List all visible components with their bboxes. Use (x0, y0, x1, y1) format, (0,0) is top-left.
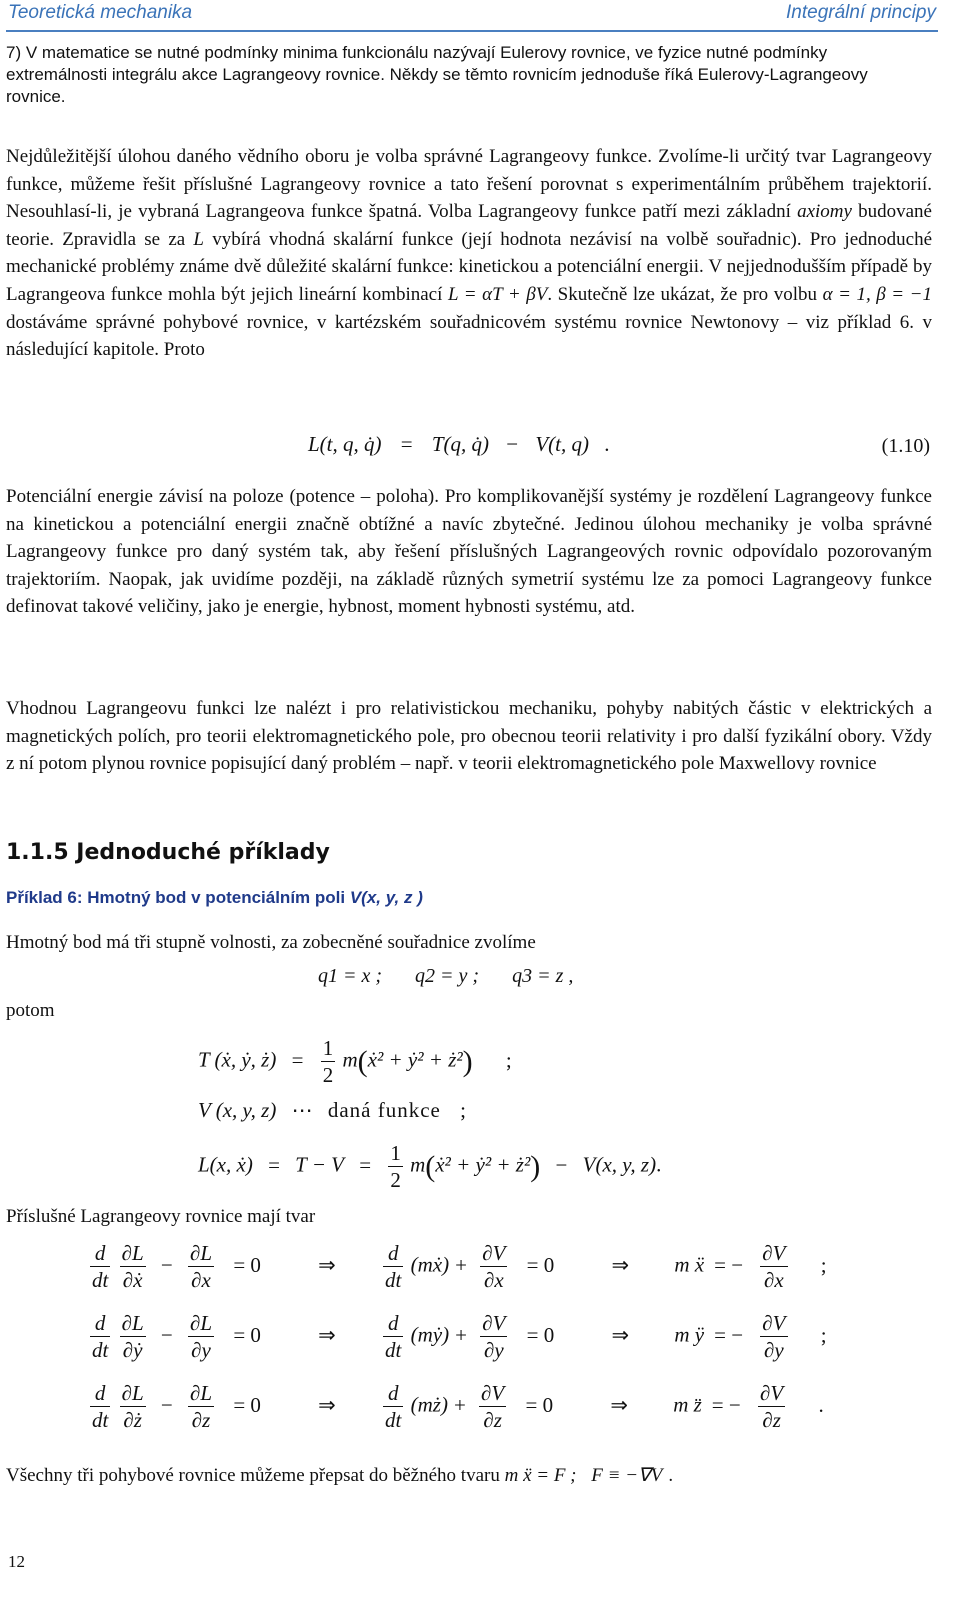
header-rule (6, 30, 938, 32)
equation-1-10 (308, 432, 610, 457)
lagrange-eq-y: $\frac{d}{dt}$ $\frac{\partial L}{\text{∂ẏ}}$ − $\frac{\partial L}{\partial y}$ = 0 ⇒ $\frac{d}{dt}$ (mẏ) + $\frac{\partial V}{\partial y}$ = 0 ⇒ m ÿ = − $\frac{\partial V}{\partial y}$ ; (92, 1311, 827, 1363)
eqT-terms: ẋ² + ẏ² + ż² (367, 1047, 463, 1072)
final-text: Všechny tři pohybové rovnice můžeme přepsat do běžného tvaru (6, 1465, 505, 1486)
eqL-m: m (410, 1152, 426, 1177)
coord-1: q1 = x ; (318, 965, 383, 987)
eq110-eq: = (400, 432, 413, 456)
final-eq2: F ≡ −∇V (591, 1465, 663, 1486)
final-eq1: m ẍ = F ; (504, 1465, 577, 1486)
para1-e: dostáváme správné pohybové rovnice, v kartézském souřadnicovém systému rovnice Newtonovy – viz příklad 6. v následující kapitole. Proto (6, 311, 932, 361)
eqT-m: m (342, 1047, 358, 1072)
paragraph-lagrangian-choice (6, 143, 932, 364)
eq110-minus: − (506, 432, 519, 456)
example-prefix: Příklad 6: Hmotný bod v potenciálním poli (6, 888, 350, 907)
eqV-dots: ⋯ (291, 1098, 313, 1122)
lagrange-eq-x: $\frac{d}{dt}$ $\frac{\partial L}{\text{∂ẋ}}$ − $\frac{\partial L}{\partial x}$ = 0 ⇒ $\frac{d}{dt}$ (mẋ) + $\frac{\partial V}{\partial x}$ = 0 ⇒ m ẍ = − $\frac{\partial V}{\partial x}$ ; (92, 1241, 827, 1293)
final-line (6, 1462, 932, 1490)
equation-V: V (x, y, z) ⋯ daná funkce ; (198, 1098, 466, 1122)
potom-text: potom (6, 1000, 55, 1021)
para1-axiomy: axiomy (797, 201, 852, 223)
paragraph-applications: Vhodnou Lagrangeovu funkci lze nalézt i pro relativistickou mechaniku, pohyby nabitých částic v elektrických a magnetických polích, pro teorii elektromagnetického pole, pro obecnou teorii relativity i pro další fyzikální obory. Vždy z ní potom plynou rovnice popisující daný problém – např. v teorii elektromagnetického pole Maxwellovy rovnice (6, 698, 932, 775)
eqT-half: $\frac{1}{2}$ (322, 1036, 334, 1088)
section-heading: 1.1.5 Jednoduché příklady (6, 840, 330, 865)
page-header-right: Integrální principy (786, 2, 936, 23)
para1-d: . Skutečně lze ukázat, že pro volbu (547, 283, 823, 305)
page-header-left: Teoretická mechanika (8, 2, 193, 23)
coord-3: q3 = z , (512, 965, 574, 987)
footnote-7: 7) V matematice se nutné podmínky minima funkcionálu nazývají Eulerovy rovnice, ve fyzice nutné podmínky extremálnosti integrálu akce Lagrangeovy rovnice. Někdy se těmto rovnicím jednoduše říká Eulerovy-Lagrangeovy rovnice. (6, 43, 868, 106)
eq110-lhs: L(t, q, q̇) (308, 432, 382, 456)
intro-text: Hmotný bod má tři stupně volnosti, za zobecněné souřadnice zvolíme (6, 932, 536, 953)
eqL-pot: V(x, y, z) (582, 1152, 657, 1177)
lagrange-intro: Příslušné Lagrangeovy rovnice mají tvar (6, 1206, 316, 1227)
eqL-terms: ẋ² + ẏ² + ż² (435, 1152, 531, 1177)
eqL-lhs: L(x, ẋ) (198, 1152, 253, 1177)
para1-b: budované teorie. Zpravidla se za (6, 201, 932, 250)
eqT-lhs: T (ẋ, ẏ, ż) (198, 1047, 277, 1072)
example-func: V(x, y, z ) (349, 888, 423, 907)
lagrange-eq-z: $\frac{d}{dt}$ $\frac{\partial L}{\partial ż}$ − $\frac{\partial L}{\partial z}$ = 0 ⇒ $\frac{d}{dt}$ (mż) + $\frac{\partial V}{\partial z}$ = 0 ⇒ m z̈ = − $\frac{\partial V}{\partial z}$ . (92, 1381, 824, 1433)
eqV-lhs: V (x, y, z) (198, 1098, 277, 1122)
page-number: 12 (8, 1552, 25, 1571)
eq110-t: T(q, q̇) (431, 432, 490, 456)
eqL-half: $\frac{1}{2}$ (390, 1141, 401, 1193)
eq110-v: V(t, q) (535, 432, 590, 456)
eq110-end: . (604, 432, 610, 456)
coord-2: q2 = y ; (415, 965, 480, 987)
final-end: . (668, 1465, 674, 1486)
equation-L: L(x, ẋ) = T − V = $\frac{1}{2}$ m(ẋ² + ẏ² + ż²) − V(x, y, z). (198, 1141, 662, 1193)
para1-c: vybírá vhodná skalární funkce (její hodnota nezávisí na volbě souřadnic). Pro jednoduché mechanické problémy známe dvě důležité skalární funkce: kinetickou a potenciální energii. V nejjednodušším případě by Lagrangeova funkce mohla být jejich lineární kombinací (6, 228, 932, 305)
equation-T: T (ẋ, ẏ, ż) = $\frac{1}{2}$ m(ẋ² + ẏ² + ż²) ; (198, 1036, 512, 1088)
example-heading (6, 888, 423, 908)
eqL-tv: T − V (295, 1152, 344, 1177)
para1-combo: L = αT + βV (447, 283, 548, 305)
para1-a: Nejdůležitější úlohou daného vědního oboru je volba správné Lagrangeovy funkce. Zvolíme-li určitý tvar Lagrangeovy funkce, můžeme řešit příslušné Lagrangeovy rovnice a tato řešení porovnat s experimentálním průběhem trajektorií. Nesouhlasí-li, je vybraná Lagrangeova funkce špatná. Volba Lagrangeovy funkce patří mezi základní (6, 146, 932, 223)
eqV-text: daná funkce (327, 1098, 441, 1122)
para1-choice: α = 1, β = −1 (822, 283, 932, 305)
para1-L: L (193, 228, 204, 250)
paragraph-potential: Potenciální energie závisí na poloze (potence – poloha). Pro komplikovanější systémy je rozdělení Lagrangeovy funkce na kinetickou a potenciální energii značně obtížné a navíc zbytečné. Jedinou úlohou mechaniky je volba správné Lagrangeovy funkce pro daný systém tak, aby řešení příslušných Lagrangeových rovnic odpovídalo pozorovaným trajektoriím. Naopak, jak uvidíme později, na základě různých symetrií systému lze za pomoci Lagrangeovy funkce definovat takové veličiny, jako je energie, hybnost, moment hybnosti systému, atd. (6, 486, 932, 618)
coords-row (318, 965, 573, 988)
equation-number: (1.10) (881, 435, 930, 457)
